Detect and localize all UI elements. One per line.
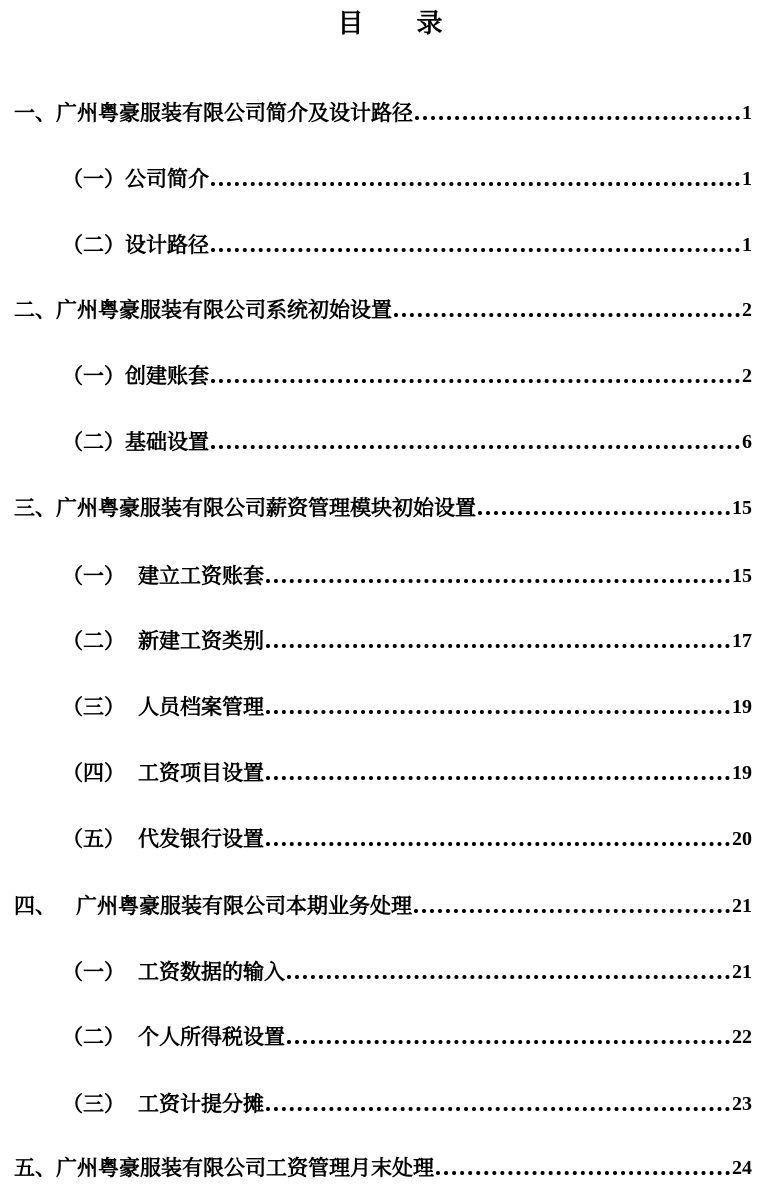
toc-entry[interactable] bbox=[0, 624, 780, 654]
entry-title: 工资项目设置 bbox=[138, 760, 264, 785]
dot-leader bbox=[211, 182, 740, 186]
dot-leader bbox=[478, 511, 730, 515]
entry-number: （四） bbox=[62, 760, 125, 785]
entry-title: 创建账套 bbox=[125, 363, 209, 388]
dot-leader bbox=[266, 710, 730, 714]
dot-leader bbox=[414, 909, 730, 913]
dot-leader bbox=[436, 1171, 730, 1175]
entry-number: （三） bbox=[62, 1091, 125, 1116]
entry-title: 基础设置 bbox=[125, 429, 209, 454]
toc-entry[interactable] bbox=[0, 96, 780, 126]
entry-number: （二） bbox=[62, 628, 125, 653]
toc-entry[interactable] bbox=[0, 690, 780, 720]
entry-page-number: 1 bbox=[742, 234, 752, 256]
entry-number: 二、 bbox=[14, 297, 56, 322]
toc-entry[interactable] bbox=[0, 756, 780, 786]
toc-entry[interactable] bbox=[0, 293, 780, 323]
dot-leader bbox=[287, 1040, 730, 1044]
dot-leader bbox=[287, 975, 730, 979]
entry-number: （一） bbox=[62, 959, 125, 984]
dot-leader bbox=[266, 776, 730, 780]
entry-page-number: 1 bbox=[742, 102, 752, 124]
entry-page-number: 15 bbox=[732, 497, 752, 519]
entry-title: 广州粤豪服装有限公司本期业务处理 bbox=[76, 893, 412, 918]
toc-entry[interactable] bbox=[0, 955, 780, 985]
entry-title: 代发银行设置 bbox=[138, 826, 264, 851]
entry-page-number: 1 bbox=[742, 168, 752, 190]
toc-entry[interactable] bbox=[0, 1151, 780, 1181]
entry-title: 新建工资类别 bbox=[138, 628, 264, 653]
dot-leader bbox=[394, 313, 740, 317]
toc-entry[interactable] bbox=[0, 359, 780, 389]
entry-number: （三） bbox=[62, 694, 125, 719]
entry-number: （五） bbox=[62, 826, 125, 851]
toc-entry[interactable] bbox=[0, 822, 780, 852]
toc-entry[interactable] bbox=[0, 559, 780, 589]
entry-title: 设计路径 bbox=[125, 232, 209, 257]
entry-title: 工资计提分摊 bbox=[138, 1091, 264, 1116]
entry-number: （二） bbox=[62, 232, 125, 257]
entry-number: （二） bbox=[62, 429, 125, 454]
entry-number: （一） bbox=[62, 563, 125, 588]
entry-title: 广州粤豪服装有限公司薪资管理模块初始设置 bbox=[56, 495, 476, 520]
toc-entry[interactable] bbox=[0, 1087, 780, 1117]
entry-number: （一） bbox=[62, 166, 125, 191]
entry-title: 广州粤豪服装有限公司工资管理月末处理 bbox=[56, 1155, 434, 1180]
entry-title: 工资数据的输入 bbox=[138, 959, 285, 984]
dot-leader bbox=[266, 1107, 730, 1111]
toc-entry[interactable] bbox=[0, 889, 780, 919]
dot-leader bbox=[211, 379, 740, 383]
entry-page-number: 17 bbox=[732, 630, 752, 652]
entry-page-number: 15 bbox=[732, 565, 752, 587]
entry-number: （二） bbox=[62, 1024, 125, 1049]
entry-title: 广州粤豪服装有限公司简介及设计路径 bbox=[56, 100, 413, 125]
entry-title: 广州粤豪服装有限公司系统初始设置 bbox=[56, 297, 392, 322]
entry-number: （一） bbox=[62, 363, 125, 388]
entry-number: 四、 bbox=[14, 893, 56, 918]
dot-leader bbox=[266, 842, 730, 846]
entry-page-number: 24 bbox=[732, 1157, 752, 1179]
entry-number: 三、 bbox=[14, 495, 56, 520]
toc-entry[interactable] bbox=[0, 425, 780, 455]
entry-page-number: 21 bbox=[732, 961, 752, 983]
entry-number: 一、 bbox=[14, 100, 56, 125]
entry-page-number: 2 bbox=[742, 299, 752, 321]
toc-title: 目 录 bbox=[337, 9, 465, 39]
entry-title: 个人所得税设置 bbox=[138, 1024, 285, 1049]
toc-entry[interactable] bbox=[0, 228, 780, 258]
dot-leader bbox=[266, 579, 730, 583]
entry-number: 五、 bbox=[14, 1155, 56, 1180]
entry-page-number: 19 bbox=[732, 762, 752, 784]
entry-page-number: 2 bbox=[742, 365, 752, 387]
dot-leader bbox=[415, 116, 740, 120]
entry-title: 人员档案管理 bbox=[138, 694, 264, 719]
entry-page-number: 6 bbox=[742, 431, 752, 453]
entry-page-number: 21 bbox=[732, 895, 752, 917]
entry-page-number: 22 bbox=[732, 1026, 752, 1048]
dot-leader bbox=[211, 445, 740, 449]
toc-entry[interactable] bbox=[0, 1020, 780, 1050]
entry-page-number: 20 bbox=[732, 828, 752, 850]
entry-title: 建立工资账套 bbox=[138, 563, 264, 588]
toc-entry[interactable] bbox=[0, 491, 780, 521]
dot-leader bbox=[211, 248, 740, 252]
entry-page-number: 23 bbox=[732, 1093, 752, 1115]
entry-page-number: 19 bbox=[732, 696, 752, 718]
entry-title: 公司简介 bbox=[125, 166, 209, 191]
toc-entry[interactable] bbox=[0, 162, 780, 192]
dot-leader bbox=[266, 644, 730, 648]
